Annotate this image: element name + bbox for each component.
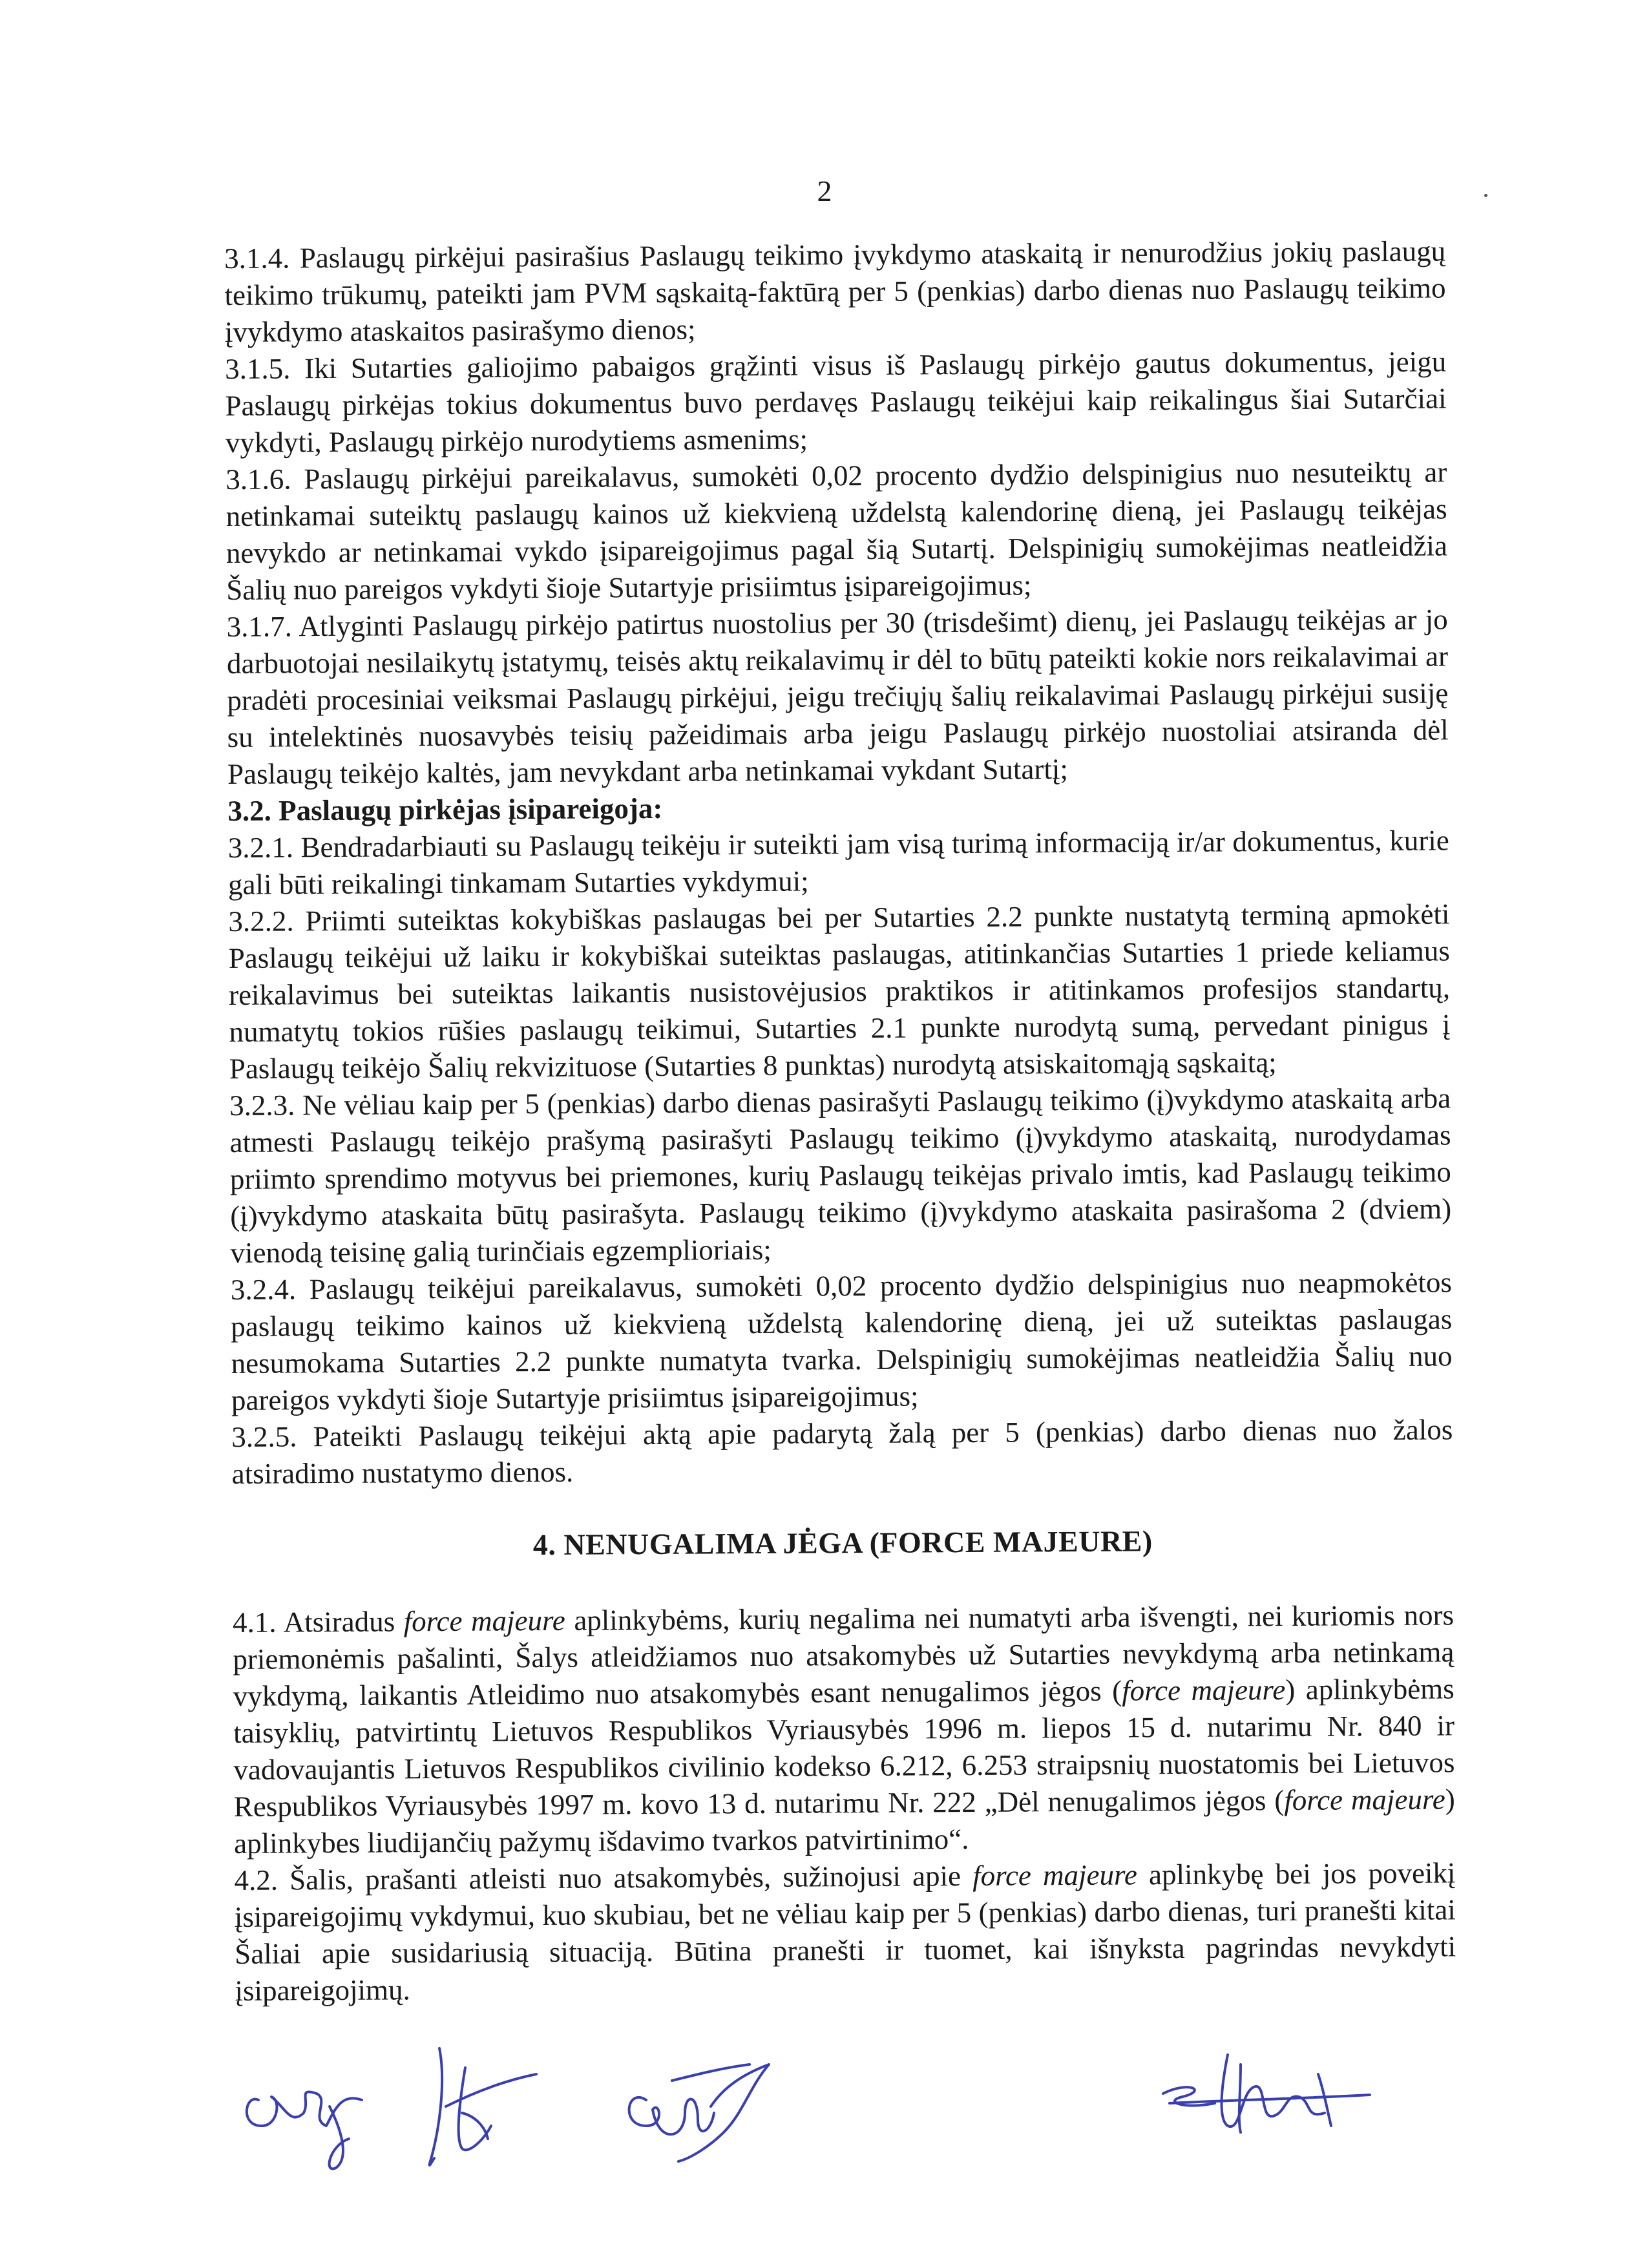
clause-4-1-italic-f: force majeure	[1284, 1783, 1445, 1817]
signature-1	[247, 2092, 362, 2168]
clause-4-1-text-c: aplinkybėms, kurių negalima nei numatyti arba išvengti, nei kuriomis nors priemonėmis pašalinti, Šalys atleidžiamos nuo atsakomybės už Sutarties nevykdymą arba netinkamą vykdymą, laikantis Atleidimo nuo atsakomybės esant nenugalimos jėgos (	[233, 1599, 1455, 1712]
clause-4-2-text-c: aplinkybę bei jos poveikį įsipareigojimų vykdymui, kuo skubiau, bet ne vėliau kaip per 5 (penkias) darbo dienas, turi pranešti kitai Šaliai apie susidariusią situaciją. Būtina pranešti ir tuomet, kai išnyksta pagrindas nevykdyti įsipareigojimų.	[234, 1856, 1456, 2007]
clause-4-1-text-e: ) aplinkybėms taisyklių, patvirtintų Lietuvos Respublikos Vyriausybės 1996 m. liepos 15 d. nutarimu Nr. 840 ir vadovaujantis Lietuvos Respublikos civilinio kodekso 6.212, 6.253 straipsnių nuostatomis bei Lietuvos Respublikos Vyriausybės 1997 m. kovo 13 d. nutarimu Nr. 222 „Dėl nenugalimos jėgos (	[233, 1672, 1455, 1823]
clause-4-2	[234, 1854, 1456, 2010]
clause-3-1-4: 3.1.4. Paslaugų pirkėjui pasirašius Paslaugų teikimo įvykdymo ataskaitą ir nenurodžius jokių paslaugų teikimo trūkumų, pateikti jam PVM sąskaitą-faktūrą per 5 (penkias) darbo dienas nuo Paslaugų teikimo įvykdymo ataskaitos pasirašymo dienos;	[224, 235, 1446, 348]
clause-3-2-2: 3.2.2. Priimti suteiktas kokybiškas paslaugas bei per Sutarties 2.2 punkte nustatytą terminą apmokėti Paslaugų teikėjui už laiku ir kokybiškai suteiktas paslaugas, atitinkančias Sutarties 1 priede keliamus reikalavimus bei suteiktas laikantis nusistovėjusios praktikos ir atitinkamos profesijos standartų, numatytų tokios rūšies paslaugų teikimui, Sutarties 2.1 punkte nurodytą sumą, pervedant pinigus į Paslaugų teikėjo Šalių rekvizituose (Sutarties 8 punktas) nurodytą atsiskaitomąją sąskaitą;	[228, 898, 1451, 1085]
clause-3-2-1: 3.2.1. Bendradarbiauti su Paslaugų teikėju ir suteikti jam visą turimą informaciją ir/ar dokumentus, kurie gali būti reikalingi tinkamam Sutarties vykdymui;	[227, 824, 1449, 901]
clause-3-2-4: 3.2.4. Paslaugų teikėjui pareikalavus, sumokėti 0,02 procento dydžio delspinigius nuo neapmokėtos paslaugų teikimo kainos už kiekvieną uždelstą kalendorinę dieną, jei už suteiktas paslaugas nesumokama Sutarties 2.2 punkte numatyta tvarka. Delspinigių sumokėjimas neatleidžia Šalių nuo pareigos vykdyti šioje Sutartyje prisiimtus įsipareigojimus;	[230, 1266, 1453, 1416]
clause-3-2-title: 3.2. Paslaugų pirkėjas įsipareigoja:	[227, 792, 663, 827]
signature-3	[629, 2064, 769, 2161]
clause-3-1-7: 3.1.7. Atlyginti Paslaugų pirkėjo patirtus nuostolius per 30 (trisdešimt) dienų, jei Paslaugų teikėjas ar jo darbuotojai nesilaikytų įstatymų, teisės aktų reikalavimų ir dėl to būtų pateikti kokie nors reikalavimai ar pradėti procesiniai veiksmai Paslaugų pirkėjui, jeigu trečiųjų šalių reikalavimai Paslaugų pirkėjui susiję su intelektinės nuosavybės teisių pažeidimais arba jeigu Paslaugų pirkėjo nuostoliai atsiranda dėl Paslaugų teikėjo kaltės, jam nevykdant arba netinkamai vykdant Sutartį;	[226, 603, 1449, 790]
section-4-heading: 4. NENUGALIMA JĖGA (FORCE MAJEURE)	[532, 1524, 1153, 1562]
signatures-area	[233, 2029, 1460, 2178]
clause-4-2-text-a: 4.2. Šalis, prašanti atleisti nuo atsakomybės, sužinojusi apie	[234, 1859, 973, 1896]
clause-3-2-5: 3.2.5. Pateikti Paslaugų teikėjui aktą apie padarytą žalą per 5 (penkias) darbo dienas nuo žalos atsiradimo nustatymo dienos.	[231, 1413, 1453, 1490]
page-number: 2	[817, 174, 832, 207]
clause-3-2-3: 3.2.3. Ne vėliau kaip per 5 (penkias) darbo dienas pasirašyti Paslaugų teikimo (į)vykdymo ataskaitą arba atmesti Paslaugų teikėjo prašymą pasirašyti Paslaugų teikimo (į)vykdymo ataskaitą, nurodydamas priimto sprendimo motyvus bei priemones, kurių Paslaugų teikėjas privalo imtis, kad Paslaugų teikimo (į)vykdymo ataskaita būtų pasirašyta. Paslaugų teikimo (į)vykdymo ataskaita pasirašoma 2 (dviem) vienodą teisinę galią turinčiais egzemplioriais;	[229, 1082, 1452, 1269]
clause-3-1-5: 3.1.5. Iki Sutarties galiojimo pabaigos grąžinti visus iš Paslaugų pirkėjo gautus dokumentus, jeigu Paslaugų pirkėjas tokius dokumentus buvo perdavęs Paslaugų teikėjui kaip reikalingus šiai Sutarčiai vykdyti, Paslaugų pirkėjo nurodytiems asmenims;	[225, 345, 1447, 459]
signature-4	[1163, 2055, 1370, 2132]
clause-3-1-6: 3.1.6. Paslaugų pirkėjui pareikalavus, sumokėti 0,02 procento dydžio delspinigius nuo nesuteiktų ar netinkamai suteiktų paslaugų kainos už kiekvieną uždelstą kalendorinę dieną, jei Paslaugų teikėjas nevykdo ar netinkamai vykdo įsipareigojimus pagal šią Sutartį. Delspinigių sumokėjimas neatleidžia Šalių nuo pareigos vykdyti šioje Sutartyje prisiimtus įsipareigojimus;	[226, 456, 1448, 606]
signature-2	[430, 2048, 536, 2165]
clause-4-2-italic-b: force majeure	[972, 1858, 1138, 1892]
clause-4-1	[233, 1597, 1455, 1862]
scan-dot	[1484, 194, 1487, 197]
clause-4-1-text-g: ) aplinkybes liudijančių pažymų išdavimo tvarkos patvirtinimo“.	[234, 1783, 1455, 1860]
clause-4-1-text-a: 4.1. Atsiradus	[232, 1605, 404, 1639]
clause-4-1-italic-d: force majeure	[1122, 1674, 1286, 1707]
clause-4-1-italic-b: force majeure	[403, 1604, 565, 1638]
document-body	[224, 233, 1456, 2009]
